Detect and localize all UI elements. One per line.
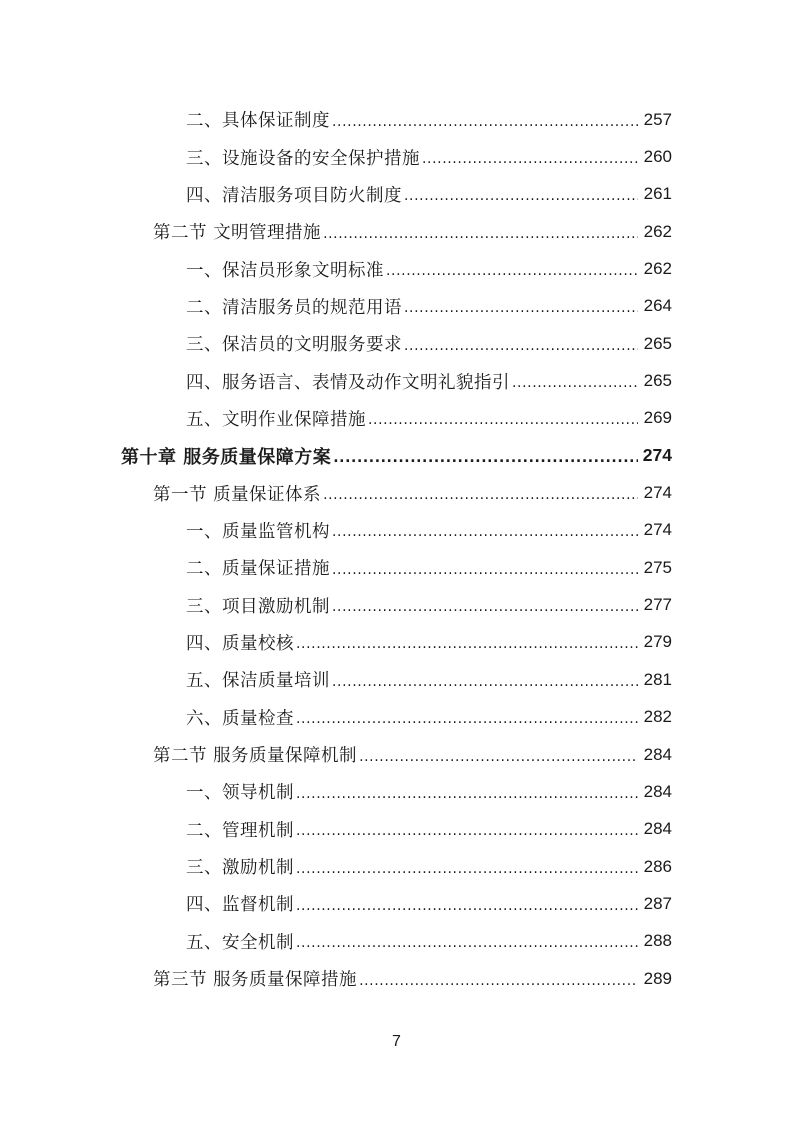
toc-entry[interactable]: [0, 250, 793, 287]
toc-entry-page: 260: [643, 147, 672, 167]
dot-leader: [386, 263, 638, 279]
toc-entry-title: 二、管理机制: [186, 820, 294, 841]
dot-leader: [359, 973, 638, 989]
toc-entry-page: 288: [643, 931, 672, 951]
toc-entry[interactable]: [0, 213, 793, 250]
toc-entry-page: 281: [643, 669, 672, 689]
toc-entry[interactable]: [0, 512, 793, 549]
toc-entry-page: 265: [643, 333, 672, 353]
toc-entry-title: 第三节 服务质量保障措施: [153, 970, 358, 991]
toc-entry[interactable]: [0, 885, 793, 922]
toc-entry[interactable]: [0, 362, 793, 399]
toc-entry-page: 279: [643, 632, 672, 652]
toc-entry-page: 261: [643, 184, 672, 204]
dot-leader: [332, 674, 638, 690]
toc-entry-title: 四、监督机制: [186, 895, 294, 916]
dot-leader: [323, 487, 638, 503]
toc-entry[interactable]: [0, 699, 793, 736]
toc-entry[interactable]: [0, 138, 793, 175]
toc-entry-title: 三、设施设备的安全保护措施: [186, 148, 420, 169]
toc-entry-title: 一、保洁员形象文明标准: [186, 260, 384, 281]
page-number: 7: [392, 1033, 401, 1050]
toc-entry-title: 四、服务语言、表情及动作文明礼貌指引: [186, 372, 510, 393]
dot-leader: [296, 711, 638, 727]
toc-entry-title: 四、质量校核: [186, 633, 294, 654]
toc-entry-title: 一、领导机制: [186, 783, 294, 804]
dot-leader: [333, 450, 638, 466]
toc-entry[interactable]: [0, 176, 793, 213]
dot-leader: [296, 636, 638, 652]
dot-leader: [332, 524, 638, 540]
toc-entry-page: 277: [643, 595, 672, 615]
toc-entry-title: 四、清洁服务项目防火制度: [186, 185, 402, 206]
dot-leader: [296, 898, 638, 914]
toc-entry-page: 284: [643, 781, 672, 801]
toc-entry-page: 287: [643, 893, 672, 913]
toc-entry-page: 284: [643, 819, 672, 839]
dot-leader: [323, 226, 638, 242]
dot-leader: [404, 338, 638, 354]
toc-entry-page: 262: [643, 259, 672, 279]
toc-entry-page: 269: [643, 408, 672, 428]
toc-entry[interactable]: [0, 624, 793, 661]
toc-entry-title: 五、文明作业保障措施: [186, 409, 366, 430]
toc-entry-title: 三、激励机制: [186, 858, 294, 879]
toc-entry-title: 六、质量检查: [186, 708, 294, 729]
dot-leader: [404, 300, 638, 316]
toc-entry[interactable]: [0, 288, 793, 325]
toc-entry[interactable]: [0, 923, 793, 960]
toc-entry-title: 第十章 服务质量保障方案: [121, 446, 332, 468]
toc-entry[interactable]: [0, 474, 793, 511]
toc-entry-title: 第二节 服务质量保障机制: [153, 746, 358, 767]
toc-entry[interactable]: [0, 549, 793, 586]
toc-entry-title: 二、清洁服务员的规范用语: [186, 297, 402, 318]
dot-leader: [296, 935, 638, 951]
toc-entry[interactable]: [0, 437, 793, 474]
toc-entry-page: 286: [643, 856, 672, 876]
toc-entry[interactable]: [0, 773, 793, 810]
toc-entry-title: 五、保洁质量培训: [186, 671, 330, 692]
toc-entry-title: 三、项目激励机制: [186, 596, 330, 617]
toc-entry-page: 282: [643, 707, 672, 727]
toc-entry-page: 265: [643, 371, 672, 391]
toc-entry-page: 257: [643, 109, 672, 129]
toc-entry-page: 284: [643, 744, 672, 764]
toc-entry-title: 一、质量监管机构: [186, 521, 330, 542]
toc-entry-title: 五、安全机制: [186, 932, 294, 953]
toc-entry-title: 三、保洁员的文明服务要求: [186, 335, 402, 356]
toc-entry[interactable]: [0, 101, 793, 138]
toc-entry-page: 289: [643, 968, 672, 988]
dot-leader: [332, 114, 638, 130]
dot-leader: [296, 786, 638, 802]
toc-entry[interactable]: [0, 811, 793, 848]
dot-leader: [422, 151, 638, 167]
toc-entry-page: 274: [642, 445, 672, 466]
dot-leader: [359, 749, 638, 765]
table-of-contents: [0, 101, 793, 997]
toc-entry[interactable]: [0, 736, 793, 773]
toc-entry-page: 264: [643, 296, 672, 316]
dot-leader: [296, 823, 638, 839]
dot-leader: [512, 375, 638, 391]
toc-entry-title: 二、质量保证措施: [186, 559, 330, 580]
dot-leader: [332, 599, 638, 615]
toc-entry[interactable]: [0, 400, 793, 437]
toc-entry-page: 275: [643, 557, 672, 577]
toc-entry[interactable]: [0, 848, 793, 885]
toc-entry-title: 第一节 质量保证体系: [153, 484, 322, 505]
toc-entry-title: 第二节 文明管理措施: [153, 223, 322, 244]
toc-entry[interactable]: [0, 960, 793, 997]
dot-leader: [332, 562, 638, 578]
toc-entry-page: 274: [643, 520, 672, 540]
toc-entry-page: 262: [643, 221, 672, 241]
dot-leader: [404, 188, 638, 204]
toc-entry[interactable]: [0, 661, 793, 698]
toc-entry-title: 二、具体保证制度: [186, 111, 330, 132]
toc-entry[interactable]: [0, 586, 793, 623]
toc-entry[interactable]: [0, 325, 793, 362]
dot-leader: [368, 412, 638, 428]
toc-entry-page: 274: [643, 483, 672, 503]
dot-leader: [296, 861, 638, 877]
